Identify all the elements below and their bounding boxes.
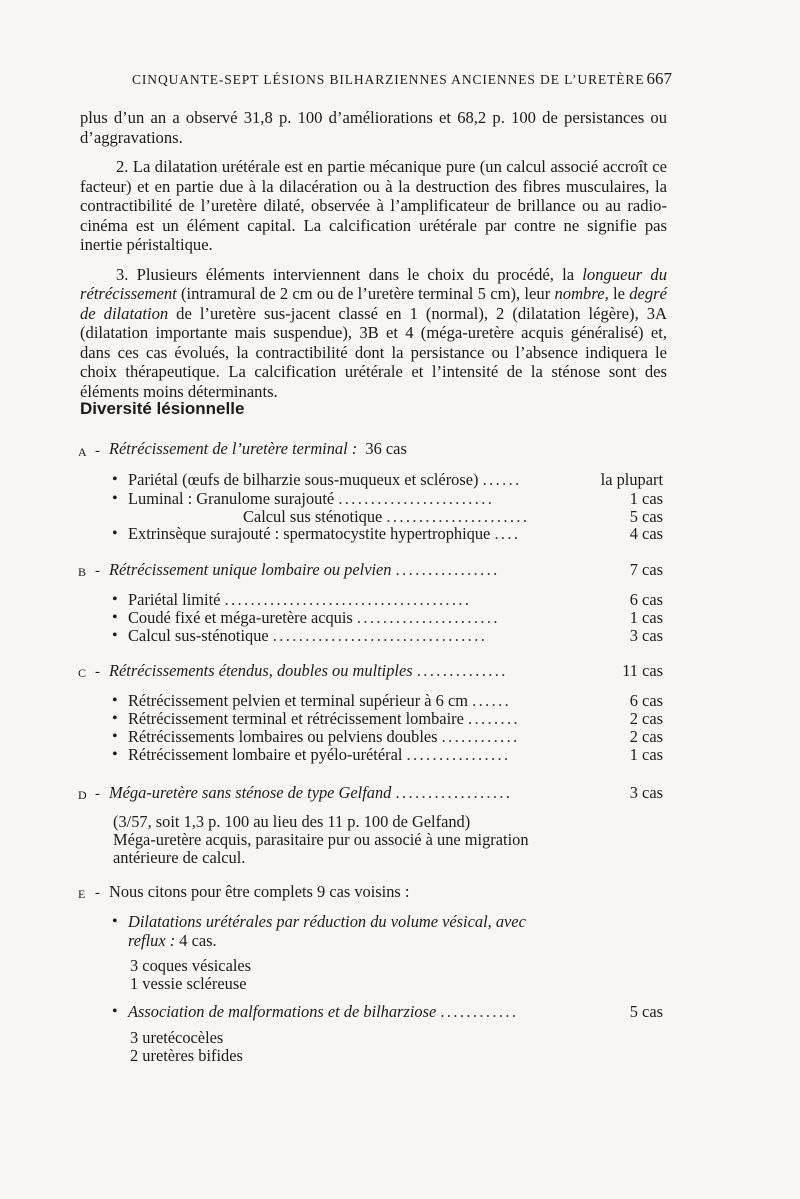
sub-item: 3 uretécocèles <box>130 1028 224 1047</box>
item-value: 6 cas <box>629 590 663 609</box>
bullet-icon: • <box>112 913 118 930</box>
section-letter-d: D <box>78 788 88 802</box>
sub-item: 3 coques vésicales <box>130 956 252 975</box>
bullet-icon: • <box>112 692 118 709</box>
note-line: antérieure de calcul. <box>113 848 246 867</box>
bullet-icon: • <box>112 609 118 626</box>
list-item: Dilatations urétérales par réduction du volume vésical, avec <box>128 912 526 931</box>
dash: - <box>95 563 100 579</box>
bullet-icon: • <box>112 728 118 745</box>
section-letter-b: B <box>78 565 87 579</box>
list-item: Extrinsèque surajouté : spermatocystite hypertrophique .... <box>128 524 521 543</box>
dash: - <box>95 443 100 459</box>
paragraph-3: 3. Plusieurs éléments interviennent dans le choix du procédé, la longueur du rétrécissement (intramural de 2 cm ou de l’uretère terminal 5 cm), leur nombre, le degré de dilatation de l’uretère sus-jacent classé en 1 (normal), 2 (dilatation légère), 3A (dilatation importante mais suspendue), 3B et 4 (méga-uretère acquis généralisé) et, dans ces cas évolués, la contractibilité dont la persistance ou l’absence indiquera le choix thérapeutique. La calcification urétérale et l’intensité de la sténose sont des éléments moins déterminants. <box>80 264 667 401</box>
bullet-icon: • <box>112 471 118 488</box>
running-title: CINQUANTE-SEPT LÉSIONS BILHARZIENNES ANCIENNES DE L’URETÈRE <box>132 72 645 87</box>
list-item: Luminal : Granulome surajouté ........................ <box>128 489 495 508</box>
note-line: Méga-uretère acquis, parasitaire pur ou associé à une migration <box>113 830 529 849</box>
section-count: 11 cas <box>622 661 663 680</box>
section-title-c: Rétrécissements étendus, doubles ou multiples .............. <box>109 661 508 680</box>
list-item: Pariétal limité ...................................... <box>128 590 472 609</box>
section-count: 3 cas <box>629 783 663 802</box>
section-title-d: Méga-uretère sans sténose de type Gelfand .................. <box>109 783 513 802</box>
running-header <box>132 69 672 88</box>
dash: - <box>95 786 100 802</box>
dash: - <box>95 885 100 901</box>
bullet-icon: • <box>112 591 118 608</box>
item-value: 4 cas <box>629 524 663 543</box>
bullet-icon: • <box>112 490 118 507</box>
section-letter-a: A <box>78 445 88 459</box>
section-title-a: Rétrécissement de l’uretère terminal : 36 cas <box>109 439 407 458</box>
item-value: 2 cas <box>629 709 663 728</box>
item-value: la plupart <box>600 470 663 489</box>
paragraph-2: 2. La dilatation urétérale est en partie mécanique pure (un calcul associé accroît ce facteur) et en partie due à la dilacération ou à la destruction des fibres musculaires, la contractibilité de l’uretère dilaté, observée à l’amplificateur de brillance ou au radio-cinéma est un élément capital. La calcification urétérale par contre ne signifie pas inertie péristaltique. <box>80 157 667 254</box>
list-item: Rétrécissement lombaire et pyélo-urétéral ................ <box>128 745 511 764</box>
note-line: (3/57, soit 1,3 p. 100 au lieu des 11 p. 100 de Gelfand) <box>113 812 471 831</box>
bullet-icon: • <box>112 525 118 542</box>
list-item-continuation: reflux : 4 cas. <box>128 931 217 950</box>
bullet-icon: • <box>112 746 118 763</box>
item-value: 5 cas <box>629 507 663 526</box>
bullet-icon: • <box>112 627 118 644</box>
list-item: Association de malformations et de bilharziose ............ <box>128 1002 519 1021</box>
paragraph-continuation: plus d’un an a observé 31,8 p. 100 d’améliorations et 68,2 p. 100 de persistances ou d’aggravations. <box>80 108 667 147</box>
item-value: 1 cas <box>629 489 663 508</box>
item-value: 6 cas <box>629 691 663 710</box>
sub-item: 1 vessie scléreuse <box>130 974 247 993</box>
list-item: Rétrécissement terminal et rétrécissement lombaire ........ <box>128 709 520 728</box>
list-item: Calcul sus-sténotique ................................. <box>128 626 488 645</box>
section-title-b: Rétrécissement unique lombaire ou pelvien ................ <box>109 560 500 579</box>
item-value: 3 cas <box>629 626 663 645</box>
body-text <box>80 108 667 401</box>
sub-item: 2 uretères bifides <box>130 1046 243 1065</box>
item-value: 2 cas <box>629 727 663 746</box>
item-value: 1 cas <box>629 608 663 627</box>
list-item: Pariétal (œufs de bilharzie sous-muqueux et sclérose) ...... <box>128 470 522 489</box>
bullet-icon: • <box>112 1003 118 1020</box>
section-count: 7 cas <box>629 560 663 579</box>
section-letter-c: C <box>78 666 87 680</box>
list-item: Calcul sus sténotique ...................... <box>243 507 530 526</box>
list-item: Coudé fixé et méga-uretère acquis ...................... <box>128 608 500 627</box>
list-item: Rétrécissement pelvien et terminal supérieur à 6 cm ...... <box>128 691 512 710</box>
section-title-e: Nous citons pour être complets 9 cas voisins : <box>109 882 410 901</box>
list-item: Rétrécissements lombaires ou pelviens doubles ............ <box>128 727 520 746</box>
section-letter-e: E <box>78 887 86 901</box>
section-heading: Diversité lésionnelle <box>80 399 245 418</box>
item-value: 5 cas <box>629 1002 663 1021</box>
page-number: 667 <box>646 69 672 88</box>
dash: - <box>95 664 100 680</box>
item-value: 1 cas <box>629 745 663 764</box>
bullet-icon: • <box>112 710 118 727</box>
